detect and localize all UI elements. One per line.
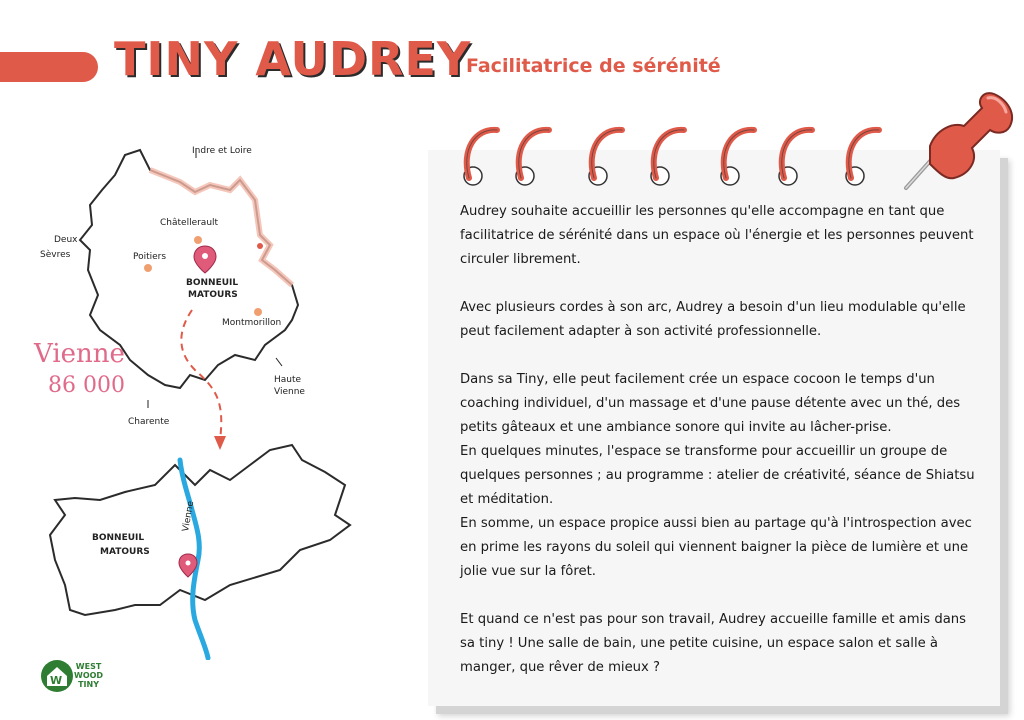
border-dot: [257, 243, 263, 249]
vienne-map: [30, 130, 360, 660]
spiral-ring-6: [779, 130, 812, 185]
push-pin-icon: [896, 86, 1020, 196]
label-detail-bonneuil: BONNEUIL: [92, 533, 145, 543]
label-deux: Deux: [54, 235, 78, 245]
svg-text:W: W: [50, 674, 63, 687]
connector-arrowhead: [214, 436, 226, 450]
logo-line-west: WEST: [75, 662, 102, 671]
spiral-ring-7: [846, 130, 879, 185]
title-accent-bar: [0, 52, 98, 82]
label-vienne-code: 86 000: [48, 373, 125, 398]
spiral-ring-5: [721, 130, 754, 185]
logo-line-wood: WOOD: [74, 671, 104, 680]
logo-line-tiny: TINY: [78, 680, 99, 689]
label-sevres: Sèvres: [40, 250, 71, 260]
label-haute: Haute: [274, 375, 302, 385]
spiral-ring-1: [464, 130, 497, 185]
notepad-text: [460, 200, 982, 680]
page-title: TINY AUDREY: [114, 32, 472, 86]
paragraph-intro: Audrey souhaite accueillir les personnes qu'elle accompagne en tant que facilitatrice de sérénité dans un espace où l'énergie et les personnes peuvent circuler librement.: [460, 204, 974, 267]
label-bonneuil: BONNEUIL: [186, 278, 239, 288]
label-montmorillon: Montmorillon: [222, 318, 282, 328]
label-haute-vienne: Vienne: [274, 387, 305, 397]
paragraph-groupe: En quelques minutes, l'espace se transforme pour accueillir un groupe de quelques personnes ; au programme : atelier de créativité, séance de Shiatsu et méditation.: [460, 444, 975, 507]
spiral-ring-2: [516, 130, 549, 185]
page-subtitle: Facilitatrice de sérénité: [466, 55, 721, 77]
label-vienne: Vienne: [34, 339, 125, 369]
label-poitiers: Poitiers: [133, 252, 167, 262]
location-pin-icon: [194, 246, 216, 273]
haute-vienne-arrow: [276, 358, 282, 366]
label-detail-matours: MATOURS: [100, 547, 150, 557]
logo-text: [74, 662, 103, 689]
spiral-ring-4: [651, 130, 684, 185]
spiral-rings: [455, 120, 895, 195]
label-chatellerault: Châtellerault: [160, 218, 219, 228]
label-indre-et-loire: Indre et Loire: [192, 146, 252, 156]
commune-outline: [50, 445, 350, 615]
paragraph-cordes: Avec plusieurs cordes à son arc, Audrey a besoin d'un lieu modulable qu'elle peut facilement adapter à son activité professionnelle.: [460, 300, 966, 339]
dot-poitiers: [144, 264, 152, 272]
dot-montmorillon: [254, 308, 262, 316]
spiral-ring-3: [589, 130, 622, 185]
label-charente: Charente: [128, 417, 170, 427]
label-matours: MATOURS: [188, 290, 238, 300]
paragraph-somme: En somme, un espace propice aussi bien au partage qu'à l'introspection avec en prime les rayons du soleil qui viennent baigner la pièce de lumière et une jolie vue sur la fôret.: [460, 516, 972, 579]
dot-chatellerault: [194, 236, 202, 244]
paragraph-tiny: Dans sa Tiny, elle peut facilement crée un espace cocoon le temps d'un coaching individuel, d'un massage et d'une pause détente avec un thé, des petits gâteaux et une ambiance sonore qui invite au lâcher-prise.: [460, 372, 961, 435]
label-river: Vienne: [181, 500, 197, 533]
dashed-connector-arrow: [181, 310, 221, 440]
paragraph-famille: Et quand ce n'est pas pour son travail, Audrey accueille famille et amis dans sa tiny ! Une salle de bain, une petite cuisine, un espace salon et salle à manger, que rêver de mieux ?: [460, 612, 967, 675]
